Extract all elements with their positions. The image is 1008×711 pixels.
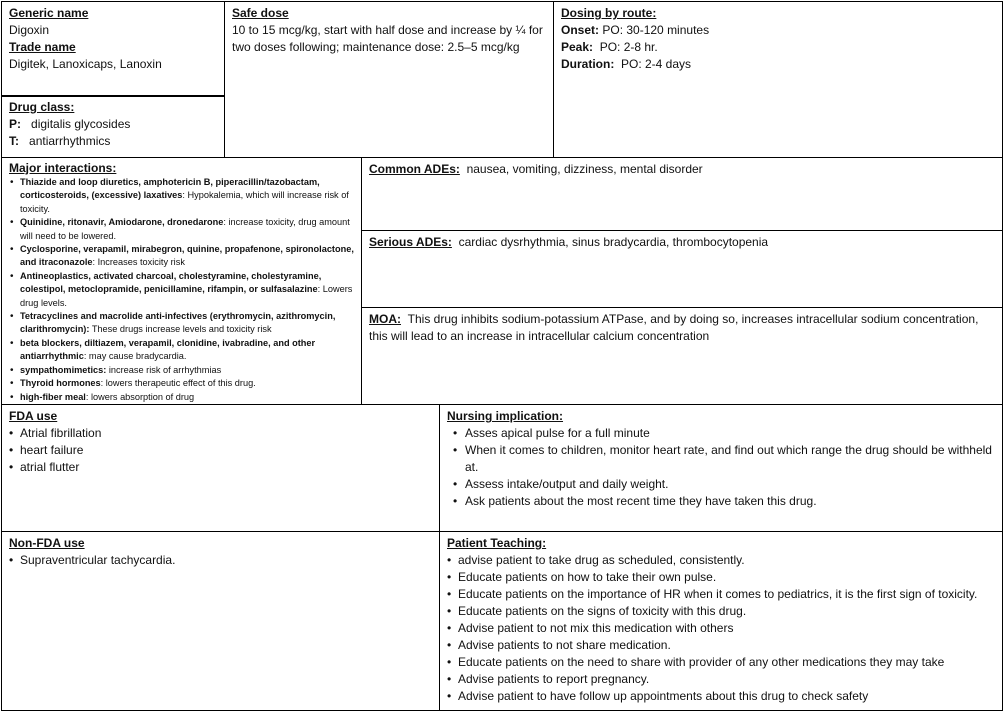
moa-label: MOA: — [369, 312, 401, 326]
interaction-item: • Quinidine, ritonavir, Amiodarone, dronedarone: increase toxicity, drug amount will need to be lowered. — [9, 216, 354, 243]
onset-label: Onset: — [561, 23, 600, 37]
fda-use-item: • Atrial fibrillation — [9, 425, 432, 442]
nursing-item: • Ask patients about the most recent time they have taken this drug. — [447, 493, 995, 510]
teaching-item: • Advise patients to not share medication. — [447, 637, 995, 654]
generic-name-label: Generic name — [9, 6, 89, 20]
interaction-item: • sympathomimetics: increase risk of arrhythmias — [9, 364, 354, 377]
duration-value: PO: 2-4 days — [621, 57, 692, 71]
fda-use-cell — [1, 404, 440, 532]
fda-use-item: • heart failure — [9, 442, 432, 459]
identity-cell — [1, 1, 225, 97]
dosing-cell — [553, 1, 1003, 158]
serious-ades-label: Serious ADEs: — [369, 235, 452, 249]
interactions-list — [9, 176, 354, 404]
common-ades-label: Common ADEs: — [369, 162, 460, 176]
common-ades-cell — [361, 157, 1003, 231]
teaching-cell — [439, 531, 1003, 711]
teaching-item: • Educate patients on the signs of toxicity with this drug. — [447, 603, 995, 620]
serious-ades-text: cardiac dysrhythmia, sinus bradycardia, thrombocytopenia — [458, 235, 769, 249]
teaching-item: • Educate patients on how to take their own pulse. — [447, 569, 995, 586]
interaction-item: • high-fiber meal: lowers absorption of drug — [9, 391, 354, 404]
duration-label: Duration: — [561, 57, 615, 71]
safe-dose-text: 10 to 15 mcg/kg, start with half dose and increase by ¼ for two doses following; maintenance dose: 2.5–5 mcg/kg — [232, 23, 543, 54]
therapeutic-class-value: antiarrhythmics — [29, 134, 111, 148]
trade-name-label: Trade name — [9, 40, 76, 54]
fda-use-item: • atrial flutter — [9, 459, 432, 476]
peak-value: PO: 2-8 hr. — [599, 40, 658, 54]
serious-ades-cell — [361, 230, 1003, 308]
dosing-label: Dosing by route: — [561, 6, 657, 20]
moa-text: This drug inhibits sodium-potassium ATPase, and by doing so, increases intracellular sodium concentration, this will lead to an increase in intracellular calcium concentration — [369, 312, 979, 343]
peak-label: Peak: — [561, 40, 594, 54]
interaction-item: • Cyclosporine, verapamil, mirabegron, quinine, propafenone, spironolactone, and itraconazole: Increases toxicity risk — [9, 243, 354, 270]
nursing-item: • When it comes to children, monitor heart rate, and find out which range the drug should be withheld at. — [447, 442, 995, 476]
teaching-item: • Advise patient to have follow up appointments about this drug to check safety — [447, 688, 995, 705]
non-fda-use-item: • Supraventricular tachycardia. — [9, 552, 432, 569]
common-ades-text: nausea, vomiting, dizziness, mental disorder — [466, 162, 703, 176]
fda-use-label: FDA use — [9, 409, 58, 423]
teaching-item: • Educate patients on the need to share with provider of any other medications they may take — [447, 654, 995, 671]
interaction-item: • Thyroid hormones: lowers therapeutic effect of this drug. — [9, 377, 354, 390]
fda-use-list — [9, 425, 432, 476]
non-fda-use-cell — [1, 531, 440, 711]
safe-dose-cell — [224, 1, 554, 158]
interaction-item: • Antineoplastics, activated charcoal, cholestyramine, cholestyramine, colestipol, metoclopramide, penicillamine, rifampin, or sulfasalazine: Lowers drug levels. — [9, 270, 354, 310]
pharm-class-label: P: — [9, 117, 21, 131]
interaction-item: • beta blockers, diltiazem, verapamil, clonidine, ivabradine, and other antiarrhythmic: may cause bradycardia. — [9, 337, 354, 364]
interactions-cell — [1, 157, 362, 405]
teaching-item: • Advise patients to report pregnancy. — [447, 671, 995, 688]
interaction-item: • Thiazide and loop diuretics, amphotericin B, piperacillin/tazobactam, corticosteroids, (excessive) laxatives: Hypokalemia, which will increase risk of toxicity. — [9, 176, 354, 216]
teaching-item: • Educate patients on the importance of HR when it comes to pediatrics, it is the first sign of toxicity. — [447, 586, 995, 603]
teaching-item: • Advise patient to not mix this medication with others — [447, 620, 995, 637]
interactions-label: Major interactions: — [9, 161, 117, 175]
onset-value: PO: 30-120 minutes — [602, 23, 710, 37]
non-fda-use-list — [9, 552, 432, 569]
generic-name-value: Digoxin — [9, 23, 50, 37]
teaching-label: Patient Teaching: — [447, 536, 547, 550]
teaching-list — [447, 552, 995, 705]
nursing-list — [447, 425, 995, 510]
drug-class-label: Drug class: — [9, 100, 75, 114]
nursing-item: • Asses apical pulse for a full minute — [447, 425, 995, 442]
nursing-cell — [439, 404, 1003, 532]
pharm-class-value: digitalis glycosides — [31, 117, 131, 131]
teaching-item: • advise patient to take drug as scheduled, consistently. — [447, 552, 995, 569]
non-fda-use-label: Non-FDA use — [9, 536, 85, 550]
safe-dose-label: Safe dose — [232, 6, 289, 20]
drug-class-cell — [1, 95, 225, 158]
therapeutic-class-label: T: — [9, 134, 19, 148]
nursing-item: • Assess intake/output and daily weight. — [447, 476, 995, 493]
interaction-item: • Tetracyclines and macrolide anti-infectives (erythromycin, azithromycin, clarithromycin): These drugs increase levels and toxicity risk — [9, 310, 354, 337]
nursing-label: Nursing implication: — [447, 409, 564, 423]
trade-name-value: Digitek, Lanoxicaps, Lanoxin — [9, 57, 162, 71]
moa-cell — [361, 307, 1003, 405]
